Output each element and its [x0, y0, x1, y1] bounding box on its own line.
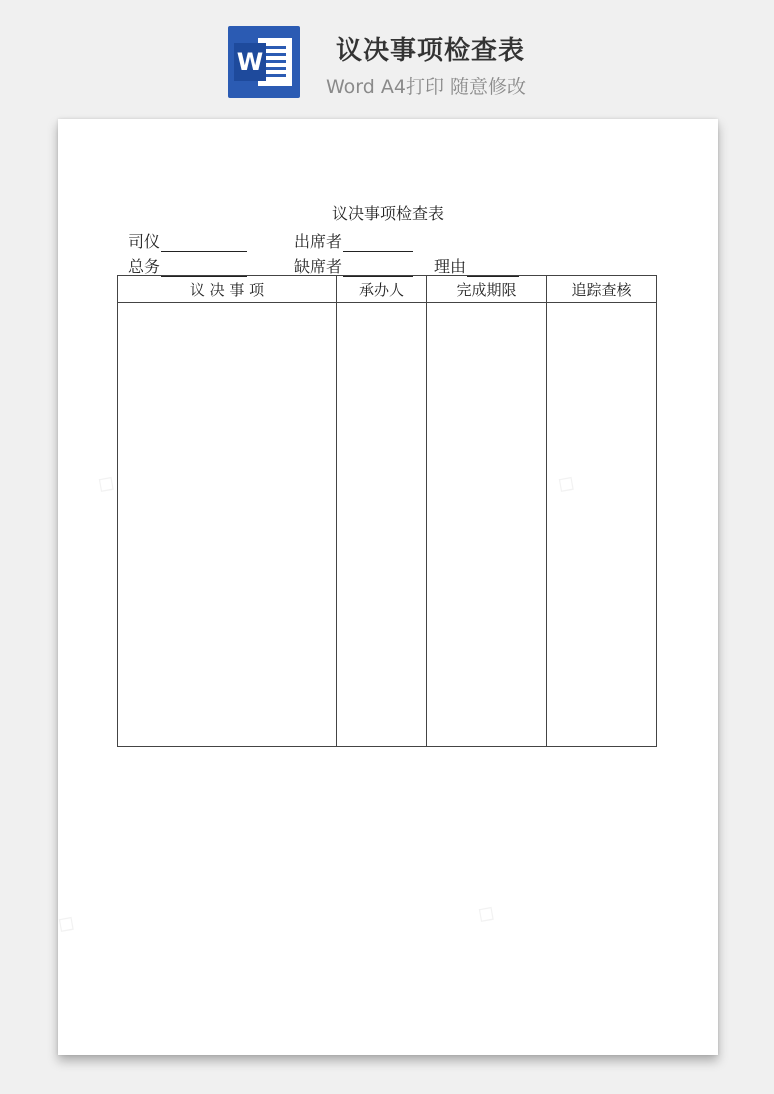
watermark: ◇	[551, 466, 583, 500]
word-icon-line	[264, 67, 286, 70]
word-icon	[228, 26, 300, 98]
host-blank[interactable]	[161, 236, 247, 252]
resolution-cell[interactable]	[118, 303, 337, 747]
word-icon-line	[264, 60, 286, 63]
resolution-table	[117, 275, 657, 747]
column-header-deadline: 完成期限	[427, 276, 547, 303]
handler-cell[interactable]	[337, 303, 427, 747]
absentees-label: 缺席者	[294, 257, 343, 276]
header-subtitle: Word A4打印 随意修改	[326, 76, 527, 98]
table-row	[118, 303, 657, 747]
attendees-field	[294, 229, 413, 252]
table-header-row	[118, 276, 657, 303]
word-icon-line	[264, 46, 286, 49]
absentees-field	[294, 254, 413, 277]
word-icon-line	[264, 53, 286, 56]
page-header	[0, 0, 774, 110]
general-label: 总务	[128, 257, 161, 276]
watermark: ◇	[91, 466, 123, 500]
document-page	[51, 119, 718, 1055]
column-header-follow-up: 追踪查核	[547, 276, 657, 303]
attendees-label: 出席者	[294, 232, 343, 251]
deadline-cell[interactable]	[427, 303, 547, 747]
word-icon-line	[264, 74, 286, 77]
watermark: ◇	[51, 906, 83, 940]
column-header-handler: 承办人	[337, 276, 427, 303]
header-title: 议决事项检查表	[336, 36, 526, 66]
reason-field	[434, 254, 519, 277]
host-label: 司仪	[128, 232, 161, 251]
follow-up-cell[interactable]	[547, 303, 657, 747]
watermark: ◇	[471, 896, 503, 930]
host-field	[128, 229, 247, 252]
reason-label: 理由	[434, 257, 467, 276]
attendees-blank[interactable]	[343, 236, 413, 252]
document-title: 议决事项检查表	[331, 204, 444, 223]
general-field	[128, 254, 247, 277]
word-icon-letter: W	[234, 43, 266, 81]
column-header-resolution: 议 决 事 项	[118, 276, 337, 303]
